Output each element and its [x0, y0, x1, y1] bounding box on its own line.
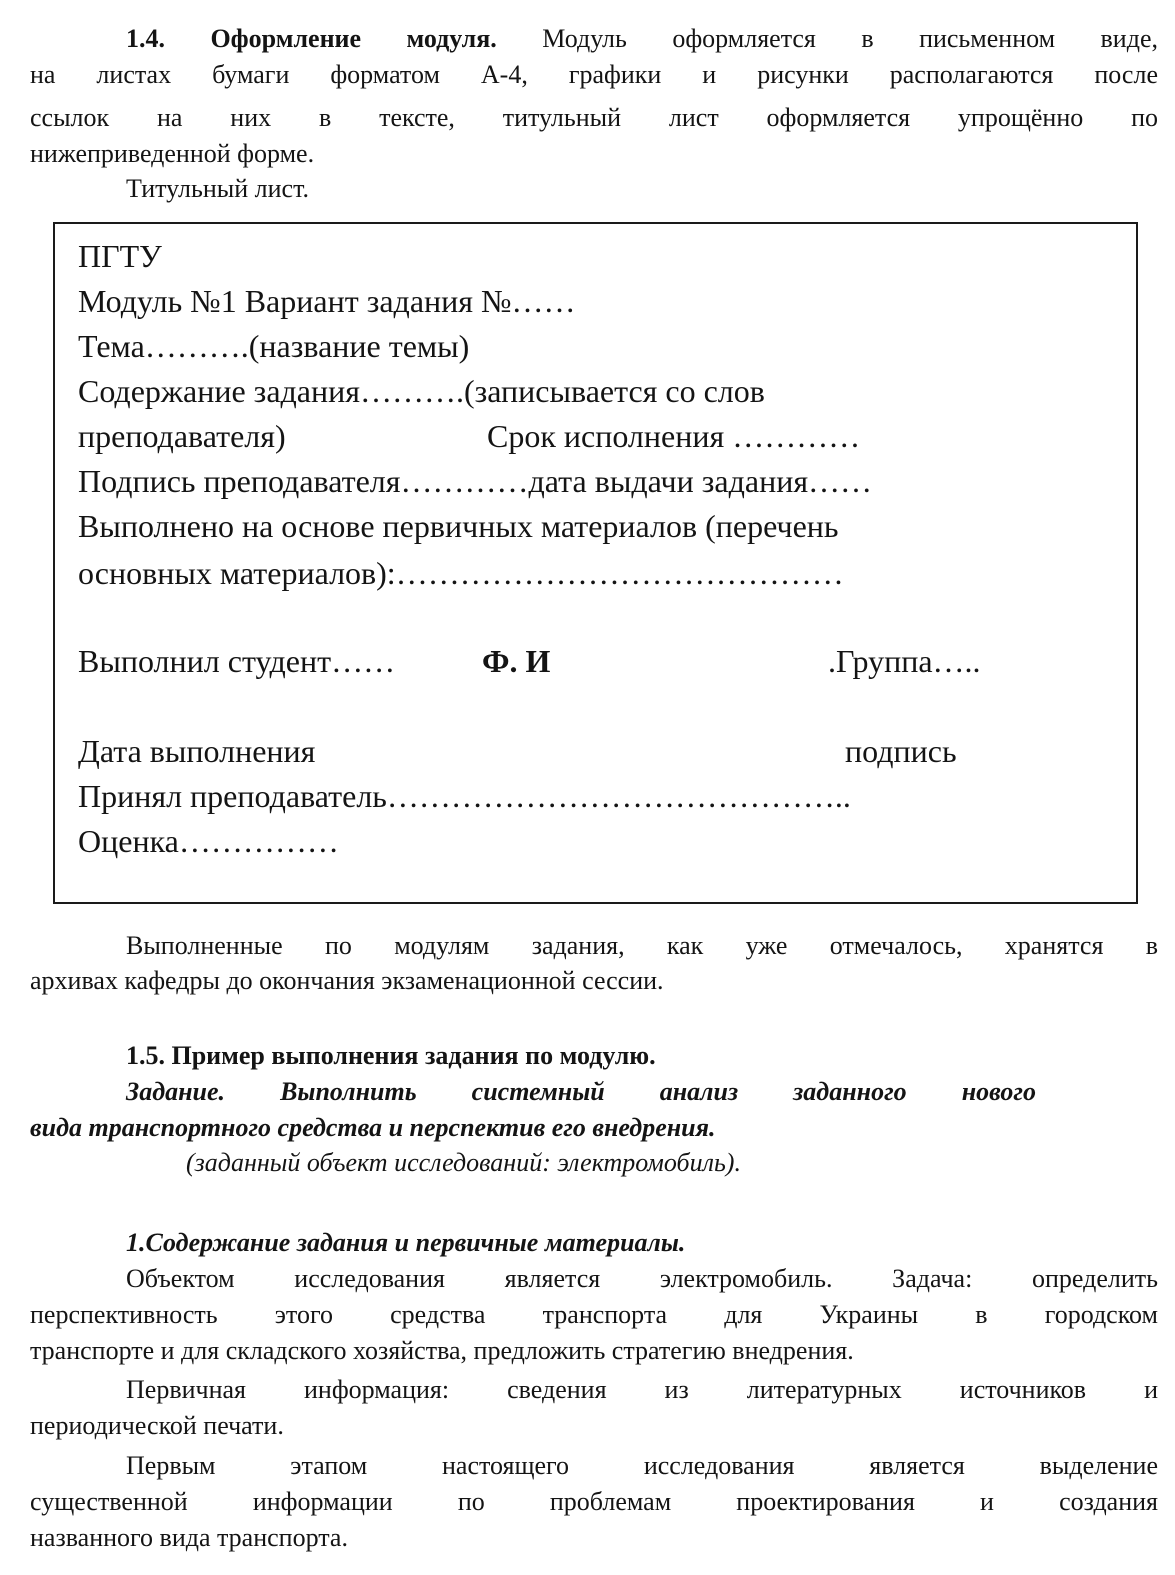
subsection-1-heading: 1.Содержание задания и первичные материалы. — [126, 1228, 686, 1257]
p1-line-1: Объектом исследования является электромобиль. Задача: определить — [126, 1264, 1158, 1293]
box-content-line-b-left: преподавателя) — [78, 418, 286, 454]
box-materials-line-b: основных материалов):…………………………………… — [78, 555, 844, 591]
task-object: (заданный объект исследований: электромобиль). — [186, 1148, 741, 1177]
p3-line-1: Первым этапом настоящего исследования является выделение — [126, 1451, 1158, 1480]
box-signature-line: Подпись преподавателя…………дата выдачи задания…… — [78, 463, 873, 499]
task-line-2: вида транспортного средства и перспектив его внедрения. — [30, 1113, 716, 1142]
section-1-5-heading: 1.5. Пример выполнения задания по модулю. — [126, 1041, 656, 1070]
box-sign-label: подпись — [845, 733, 957, 769]
task-line-1: Задание. Выполнить системный анализ заданного нового — [126, 1077, 1036, 1106]
box-topic-line: Тема……….(название темы) — [78, 328, 470, 364]
box-grade-line: Оценка…………… — [78, 823, 339, 859]
p3-line-3: названного вида транспорта. — [30, 1523, 348, 1552]
after-box-line-1: Выполненные по модулям задания, как уже отмечалось, хранятся в — [126, 931, 1158, 960]
p2-line-1: Первичная информация: сведения из литературных источников и — [126, 1375, 1158, 1404]
box-student-name: Ф. И — [482, 643, 551, 679]
box-content-line-b-right: Срок исполнения ………… — [487, 418, 861, 454]
p3-line-2: существенной информации по проблемам проектирования и создания — [30, 1487, 1158, 1516]
p2-line-2: периодической печати. — [30, 1411, 284, 1440]
box-date-label: Дата выполнения — [78, 733, 316, 769]
title-page-label: Титульный лист. — [126, 174, 309, 203]
box-accepted-line: Принял преподаватель…………………………………….. — [78, 778, 851, 814]
section-1-4-line-2: на листах бумаги форматом А-4, графики и рисунки располагаются после — [30, 60, 1158, 89]
section-1-4-text: Модуль оформляется в письменном виде, — [496, 24, 1158, 53]
p1-line-3: транспорте и для складского хозяйства, предложить стратегию внедрения. — [30, 1336, 854, 1365]
box-content-line-a: Содержание задания……….(записывается со слов — [78, 373, 765, 409]
after-box-line-2: архивах кафедры до окончания экзаменационной сессии. — [30, 966, 664, 995]
section-1-4-line-4: нижеприведенной форме. — [30, 139, 315, 168]
box-materials-line-a: Выполнено на основе первичных материалов (перечень — [78, 508, 839, 544]
box-student-label: Выполнил студент…… — [78, 643, 396, 679]
section-1-4-line-1 — [126, 22, 1158, 55]
p1-line-2: перспективность этого средства транспорта для Украины в городском — [30, 1300, 1158, 1329]
section-1-4-line-3: ссылок на них в тексте, титульный лист оформляется упрощённо по — [30, 103, 1158, 132]
box-org: ПГТУ — [78, 238, 162, 274]
box-module-line: Модуль №1 Вариант задания №…… — [78, 283, 576, 319]
section-1-4-heading: 1.4. Оформление модуля. — [126, 24, 497, 53]
box-group: .Группа….. — [828, 643, 981, 679]
